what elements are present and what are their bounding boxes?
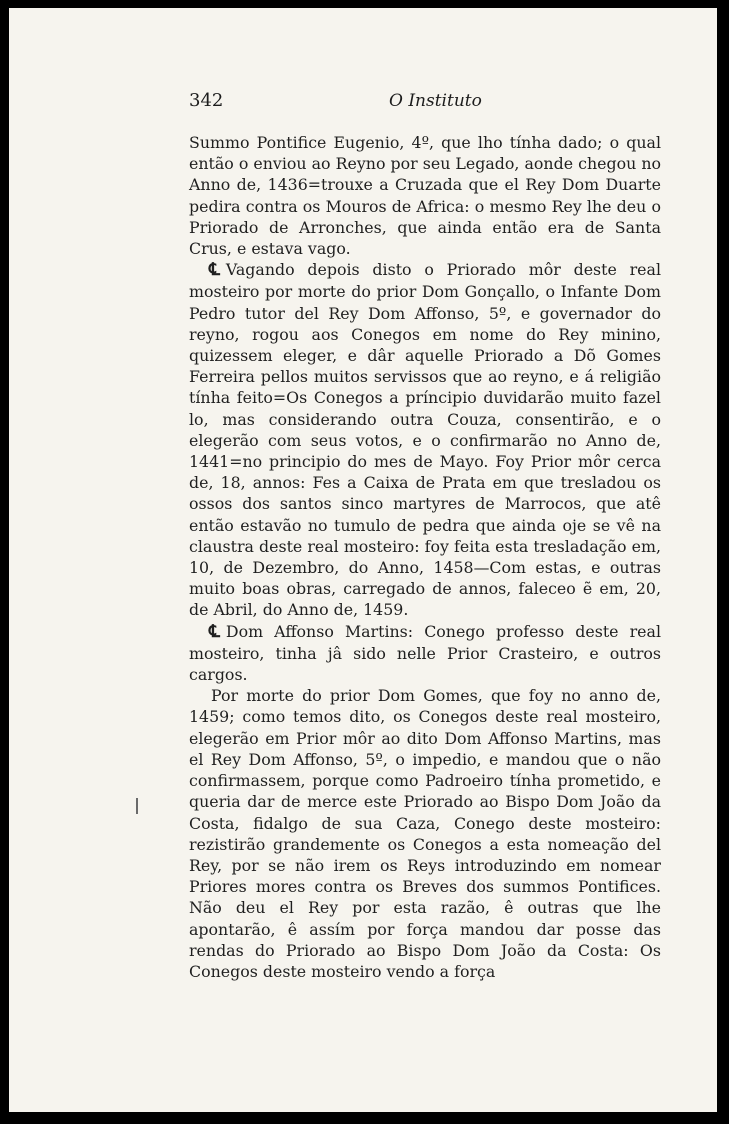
paragraph-text: Summo Pontifice Eugenio, 4º, que lho tínha dado; o qual então o enviou ao Reyno por seu Legado, aonde chegou no Anno de, 1436=trouxe a Cruzada que el Rey Dom Duarte pedira contra os Mouros de Africa: o mesmo Rey lhe deu o Priorado de Arronches, que ainda então era de Santa Crus, e estava vago. [189,133,661,259]
scanned-page [9,8,717,1112]
body-text [189,132,661,982]
paragraph-mark-icon: ℄ [209,621,220,642]
page-number: 342 [189,90,224,111]
paragraph-mark-icon: ℄ [209,260,220,281]
paragraph [189,132,661,259]
running-title: O Instituto [389,91,482,111]
paragraph [189,685,661,982]
paragraph-text: Dom Affonso Martins: Conego professo deste real mosteiro, tinha jâ sido nelle Prior Crasteiro, e outros cargos. [189,621,661,685]
paragraph [189,259,661,620]
margin-mark [136,798,138,814]
paragraph-text: Por morte do prior Dom Gomes, que foy no anno de, 1459; como temos dito, os Conegos deste real mosteiro, elegerão em Prior môr ao dito Dom Affonso Martins, mas el Rey Dom Affonso, 5º, o impedio, e mandou que o não confirmassem, porque como Padroeiro tínha prometido, e queria dar de merce este Priorado ao Bispo Dom João da Costa, fidalgo de sua Caza, Conego deste mosteiro: rezistirão grandemente os Conegos a esta nomeação del Rey, por se não irem os Reys introduzindo em nomear Priores mores contra os Breves dos summos Pontifices. Não deu el Rey por esta razão, ê outras que lhe apontarão, ê assím por força mandou dar posse das rendas do Priorado ao Bispo Dom João da Costa: Os Conegos deste mosteiro vendo a força [189,686,661,981]
paragraph-text: Vagando depois disto o Priorado môr deste real mosteiro por morte do prior Dom Gonçallo, o Infante Dom Pedro tutor del Rey Dom Affonso, 5º, e governador do reyno, rogou aos Conegos em nome do Rey minino, quizessem eleger, e dâr aquelle Priorado a Dõ Gomes Ferreira pellos muitos servissos que ao reyno, e á religião tínha feito=Os Conegos a príncipio duvidarão muito fazel lo, mas considerando outra Couza, consentirão, e o elegerão com seus votos, e o confirmarão no Anno de, 1441=no principio do mes de Mayo. Foy Prior môr cerca de, 18, annos: Fes a Caixa de Prata em que tresladou os ossos dos santos sinco martyres de Marrocos, que atê então estavão no tumulo de pedra que ainda oje se vê na claustra deste real mosteiro: foy feita esta tresladação em, 10, de Dezembro, do Anno, 1458—Com estas, e outras muito boas obras, carregado de annos, faleceo ẽ em, 20, de Abril, do Anno de, 1459. [189,260,661,620]
page-header [189,90,627,114]
paragraph [189,621,661,686]
